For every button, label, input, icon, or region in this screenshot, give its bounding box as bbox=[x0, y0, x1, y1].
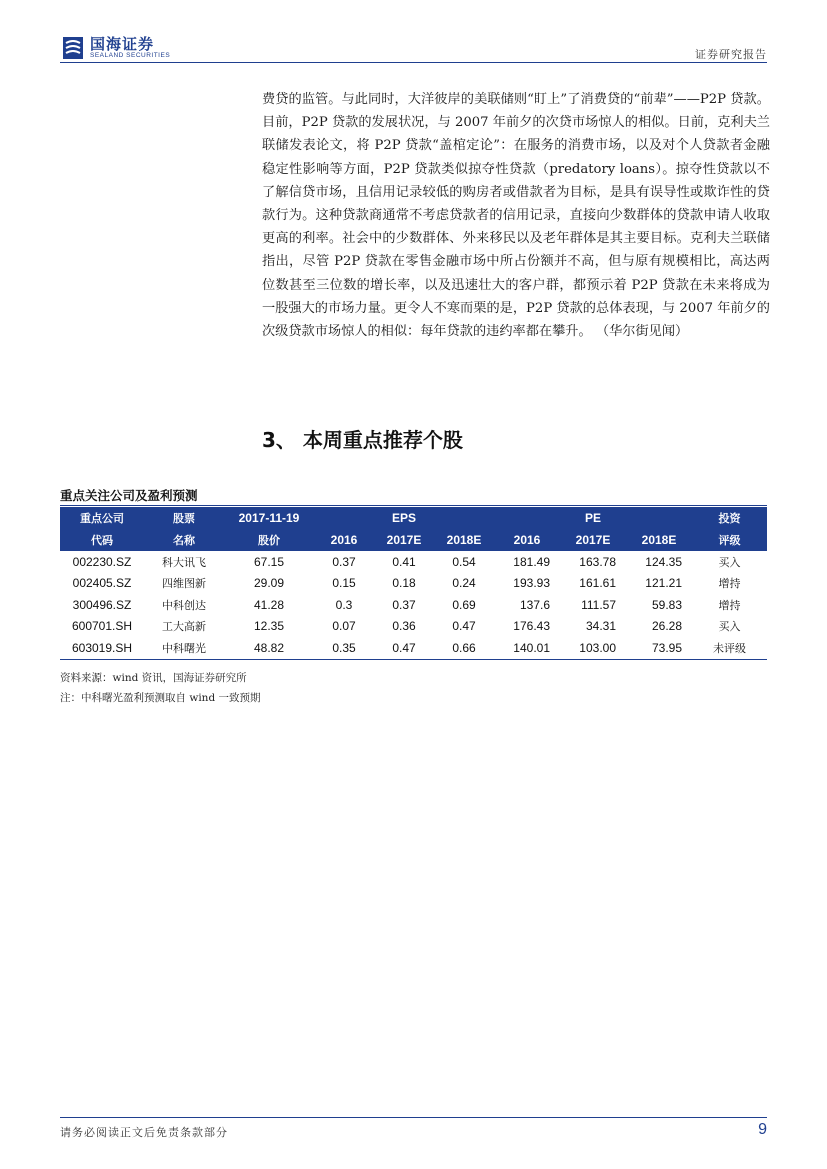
cell-name: 科大讯飞 bbox=[162, 555, 206, 569]
cell-name: 中科曙光 bbox=[144, 637, 224, 659]
header-name-2: 名称 bbox=[144, 529, 224, 551]
cell-code: 603019.SH bbox=[60, 637, 144, 659]
cell-eps-2017: 0.36 bbox=[392, 619, 416, 634]
cell-eps-2018: 0.24 bbox=[452, 576, 476, 591]
cell-price: 29.09 bbox=[253, 576, 285, 591]
cell-pe-2016: 140.01 bbox=[494, 637, 560, 659]
cell-pe-2018: 73.95 bbox=[626, 637, 692, 659]
footer-divider bbox=[60, 1117, 767, 1118]
cell-pe-2017: 103.00 bbox=[560, 637, 626, 659]
sealand-logo-icon bbox=[62, 36, 84, 60]
cell-eps-2018: 0.66 bbox=[434, 637, 494, 659]
cell-price: 48.82 bbox=[224, 637, 314, 659]
header-rating: 投资 bbox=[692, 507, 767, 529]
cell-price: 67.15 bbox=[253, 554, 285, 569]
table-row bbox=[60, 616, 767, 638]
cell-pe-2018: 121.21 bbox=[645, 576, 682, 591]
cell-pe-2018: 26.28 bbox=[651, 619, 682, 634]
table-row bbox=[60, 594, 767, 616]
cell-eps-2016: 0.15 bbox=[332, 576, 356, 591]
forecast-note: 注：中科曙光盈利预测取自 wind 一致预期 bbox=[60, 692, 261, 704]
cell-pe-2017: 111.57 bbox=[581, 597, 616, 612]
news-paragraph: 费贷的监管。与此同时，大洋彼岸的美联储则“盯上”了消费贷的“前辈”——P2P 贷款。目前，P2P 贷款的发展状况，与 2007 年前夕的次贷市场惊人的相似。日前，克利夫兰联储发表论文，将 P2P 贷款“盖棺定论”：在服务的消费市场，以及对个人贷款者金融稳定性影响等方面，P2P 贷款类似掠夺性贷款（predatory loans）。掠夺性贷款以不了解信贷市场，且信用记录较低的购房者或借款者为目标，是具有误导性或欺诈性的贷款行为。这种贷款商通常不考虑贷款者的信用记录，直接向少数群体的贷款申请人收取更高的利率。社会中的少数群体、外来移民以及老年群体是其主要目标。克利夫兰联储指出，尽管 P2P 贷款在零售金融市场中所占份额并不高，但与原有规模相比，高达两位数甚至三位数的增长率，以及迅速壮大的客户群，都预示着 P2P 贷款在未来将成为一股强大的市场力量。更令人不寒而栗的是，P2P 贷款的总体表现，与 2007 年前夕的次级贷款市场惊人的相似：每年贷款的违约率都在攀升。 （华尔街见闻） bbox=[262, 92, 770, 340]
page-header bbox=[0, 0, 827, 68]
cell-price: 12.35 bbox=[253, 619, 285, 634]
cell-code: 002405.SZ bbox=[72, 576, 132, 591]
cell-eps-2016: 0.35 bbox=[314, 637, 374, 659]
cell-eps-2017: 0.37 bbox=[392, 597, 416, 612]
cell-code: 300496.SZ bbox=[72, 597, 132, 612]
cell-eps-2018: 0.69 bbox=[452, 597, 476, 612]
cell-eps-2016: 0.3 bbox=[335, 597, 353, 612]
header-eps-spacer bbox=[314, 507, 374, 529]
cell-pe-2017: 161.61 bbox=[579, 576, 616, 591]
cell-pe-2016: 176.43 bbox=[513, 619, 550, 634]
brand-name-en: SEALAND SECURITIES bbox=[90, 52, 171, 59]
header-pe: PE bbox=[560, 507, 626, 529]
cell-pe-2017: 34.31 bbox=[585, 619, 616, 634]
table-header-row-1 bbox=[60, 507, 767, 529]
header-pe-spacer bbox=[494, 507, 560, 529]
header-eps-spacer bbox=[434, 507, 494, 529]
cell-price: 41.28 bbox=[253, 597, 285, 612]
table-header-row-2 bbox=[60, 529, 767, 551]
cell-eps-2017: 0.47 bbox=[374, 637, 434, 659]
header-eps-2016: 2016 bbox=[314, 529, 374, 551]
disclaimer-text: 请务必阅读正文后免责条款部分 bbox=[60, 1126, 228, 1139]
header-eps: EPS bbox=[374, 507, 434, 529]
page-number: 9 bbox=[758, 1121, 767, 1138]
header-eps-2018: 2018E bbox=[434, 529, 494, 551]
brand-logo bbox=[62, 36, 170, 60]
header-pe-2016: 2016 bbox=[494, 529, 560, 551]
news-paragraph-block bbox=[262, 88, 770, 343]
cell-name: 中科创达 bbox=[162, 598, 206, 612]
cell-code: 002230.SZ bbox=[72, 554, 132, 569]
header-rating-2: 评级 bbox=[692, 529, 767, 551]
header-date: 2017-11-19 bbox=[224, 507, 314, 529]
table-row bbox=[60, 551, 767, 573]
cell-name: 四维图新 bbox=[162, 577, 206, 591]
cell-pe-2018: 124.35 bbox=[645, 554, 682, 569]
table-row bbox=[60, 637, 767, 659]
cell-rating: 买入 bbox=[718, 620, 741, 634]
cell-eps-2018: 0.47 bbox=[452, 619, 476, 634]
cell-rating: 增持 bbox=[718, 598, 741, 612]
section-heading: 3、 本周重点推荐个股 bbox=[262, 428, 463, 452]
source-note: 资料来源：wind 资讯，国海证券研究所 bbox=[60, 672, 247, 684]
table-notes bbox=[60, 668, 261, 708]
cell-rating: 买入 bbox=[718, 555, 741, 569]
header-code: 重点公司 bbox=[60, 507, 144, 529]
cell-rating: 未评级 bbox=[692, 637, 767, 659]
header-price: 股价 bbox=[224, 529, 314, 551]
header-divider bbox=[60, 62, 767, 63]
cell-pe-2016: 181.49 bbox=[513, 554, 550, 569]
cell-eps-2016: 0.07 bbox=[332, 619, 356, 634]
cell-eps-2018: 0.54 bbox=[452, 554, 476, 569]
cell-pe-2018: 59.83 bbox=[651, 597, 682, 612]
brand-name-cn: 国海证券 bbox=[90, 35, 155, 53]
cell-eps-2017: 0.41 bbox=[392, 554, 416, 569]
header-pe-2018: 2018E bbox=[626, 529, 692, 551]
cell-pe-2017: 163.78 bbox=[579, 554, 616, 569]
header-eps-2017: 2017E bbox=[374, 529, 434, 551]
header-code-2: 代码 bbox=[60, 529, 144, 551]
cell-eps-2017: 0.18 bbox=[392, 576, 416, 591]
cell-eps-2016: 0.37 bbox=[332, 554, 356, 569]
cell-pe-2016: 193.93 bbox=[513, 576, 550, 591]
header-pe-spacer bbox=[626, 507, 692, 529]
header-name: 股票 bbox=[144, 507, 224, 529]
stock-picks-table bbox=[60, 507, 767, 660]
table-row bbox=[60, 573, 767, 595]
report-type-label: 证券研究报告 bbox=[695, 48, 767, 61]
cell-name: 工大高新 bbox=[162, 620, 206, 634]
cell-rating: 增持 bbox=[718, 577, 741, 591]
cell-code: 600701.SH bbox=[71, 619, 133, 634]
cell-pe-2016: 137.6 bbox=[519, 597, 550, 612]
header-pe-2017: 2017E bbox=[560, 529, 626, 551]
caption-divider bbox=[60, 505, 767, 506]
table-caption: 重点关注公司及盈利预测 bbox=[60, 488, 198, 503]
